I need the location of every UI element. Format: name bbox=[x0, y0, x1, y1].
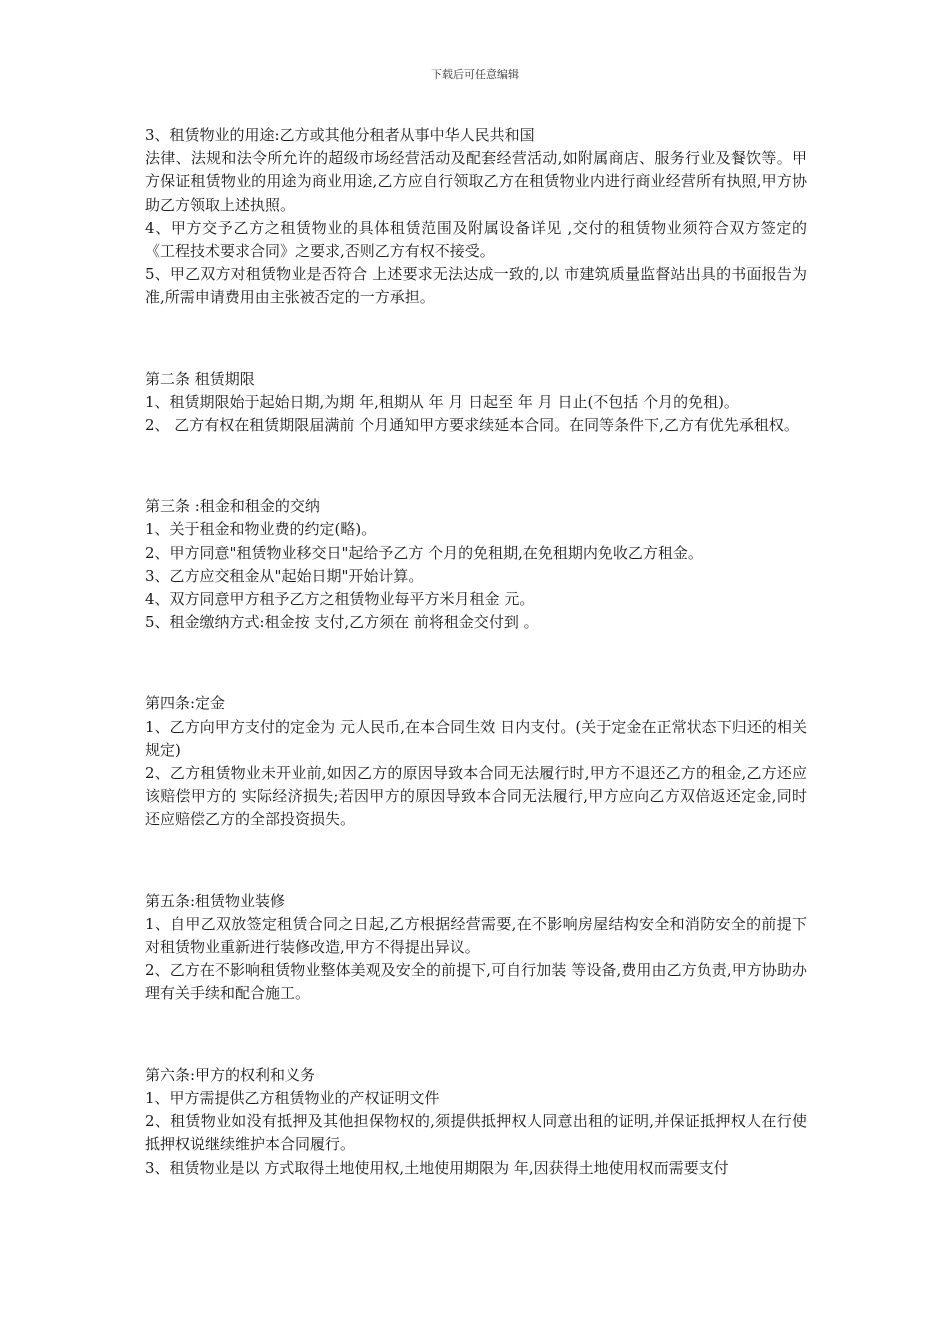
clause-paragraph: 1、乙方向甲方支付的定金为 元人民币,在本合同生效 日内支付。(关于定金在正常状态下归还的相关规定) bbox=[145, 717, 807, 759]
section-spacer bbox=[145, 1006, 807, 1064]
section-title: 第三条 :租金和租金的交纳 bbox=[145, 497, 320, 516]
section-spacer bbox=[145, 437, 807, 495]
section-spacer bbox=[145, 832, 807, 890]
clause-paragraph: 2、乙方租赁物业未开业前,如因乙方的原因导致本合同无法履行时,甲方不退还乙方的租金,乙方还应该赔偿甲方的 实际经济损失;若因甲方的原因导致本合同无法履行,甲方应向乙方双倍返还定金,同时还应赔偿乙方的全部投资损失。 bbox=[145, 764, 807, 829]
clause-paragraph: 3、租赁物业的用途:乙方或其他分租者从事中华人民共和国 bbox=[145, 126, 535, 144]
clause-paragraph: 2、乙方在不影响租赁物业整体美观及安全的前提下,可自行加装 等设备,费用由乙方负责,甲方协助办理有关手续和配合施工。 bbox=[145, 961, 807, 1003]
section-title: 第五条:租赁物业装修 bbox=[145, 891, 286, 910]
section-article-2 bbox=[145, 368, 807, 438]
clause-paragraph: 1、甲方需提供乙方租赁物业的产权证明文件 bbox=[145, 1088, 440, 1107]
section-title: 第二条 租赁期限 bbox=[145, 369, 255, 388]
clause-paragraph: 5、租金缴纳方式:租金按 支付,乙方须在 前将租金交付到 。 bbox=[145, 613, 539, 632]
section-article-5 bbox=[145, 890, 807, 1006]
page-header: 下载后可任意编辑 bbox=[431, 68, 519, 81]
clause-paragraph: 4、甲方交予乙方之租赁物业的具体租赁范围及附属设备详见 ,交付的租赁物业须符合双方签定的《工程技术要求合同》之要求,否则乙方有权不接受。 bbox=[145, 218, 807, 261]
section-article-4 bbox=[145, 692, 807, 831]
clause-paragraph: 法律、法规和法令所允许的超级市场经营活动及配套经营活动,如附属商店、服务行业及餐饮等。甲方保证租赁物业的用途为商业用途,乙方应自行领取乙方在租赁物业内进行商业经营所有执照,甲方协助乙方领取上述执照。 bbox=[145, 149, 807, 214]
clause-paragraph: 2、租赁物业如没有抵押及其他担保物权的,须提供抵押权人同意出租的证明,并保证抵押权人在行使抵押权说继续维护本合同履行。 bbox=[145, 1112, 807, 1154]
clause-paragraph: 3、乙方应交租金从"起始日期"开始计算。 bbox=[145, 566, 424, 585]
clause-paragraph: 4、双方同意甲方租予乙方之租赁物业每平方米月租金 元。 bbox=[145, 590, 535, 609]
section-article-3 bbox=[145, 495, 807, 634]
clause-paragraph: 2、甲方同意"租赁物业移交日"起给予乙方 个月的免租期,在免租期内免收乙方租金。 bbox=[145, 543, 703, 562]
intro-section bbox=[145, 124, 807, 310]
section-spacer bbox=[145, 634, 807, 692]
clause-paragraph: 5、甲乙双方对租赁物业是否符合 上述要求无法达成一致的,以 市建筑质量监督站出具的书面报告为准,所需申请费用由主张被否定的一方承担。 bbox=[145, 265, 807, 307]
clause-paragraph: 1、租赁期限始于起始日期,为期 年,租期从 年 月 日起至 年 月 日止(不包括 个月的免租)。 bbox=[145, 392, 739, 411]
clause-paragraph: 2、 乙方有权在租赁期限届满前 个月通知甲方要求续延本合同。在同等条件下,乙方有优先承租权。 bbox=[145, 416, 799, 435]
document-body bbox=[145, 124, 807, 1180]
clause-paragraph: 3、租赁物业是以 方式取得土地使用权,土地使用期限为 年,因获得土地使用权而需要支付 bbox=[145, 1158, 729, 1177]
section-title: 第四条:定金 bbox=[145, 694, 226, 713]
clause-paragraph: 1、自甲乙双放签定租赁合同之日起,乙方根据经营需要,在不影响房屋结构安全和消防安全的前提下对租赁物业重新进行装修改造,甲方不得提出异议。 bbox=[145, 914, 807, 957]
clause-paragraph: 1、关于租金和物业费的约定(略)。 bbox=[145, 520, 377, 539]
section-article-6 bbox=[145, 1064, 807, 1180]
section-title: 第六条:甲方的权利和义务 bbox=[145, 1065, 316, 1084]
section-spacer bbox=[145, 310, 807, 368]
